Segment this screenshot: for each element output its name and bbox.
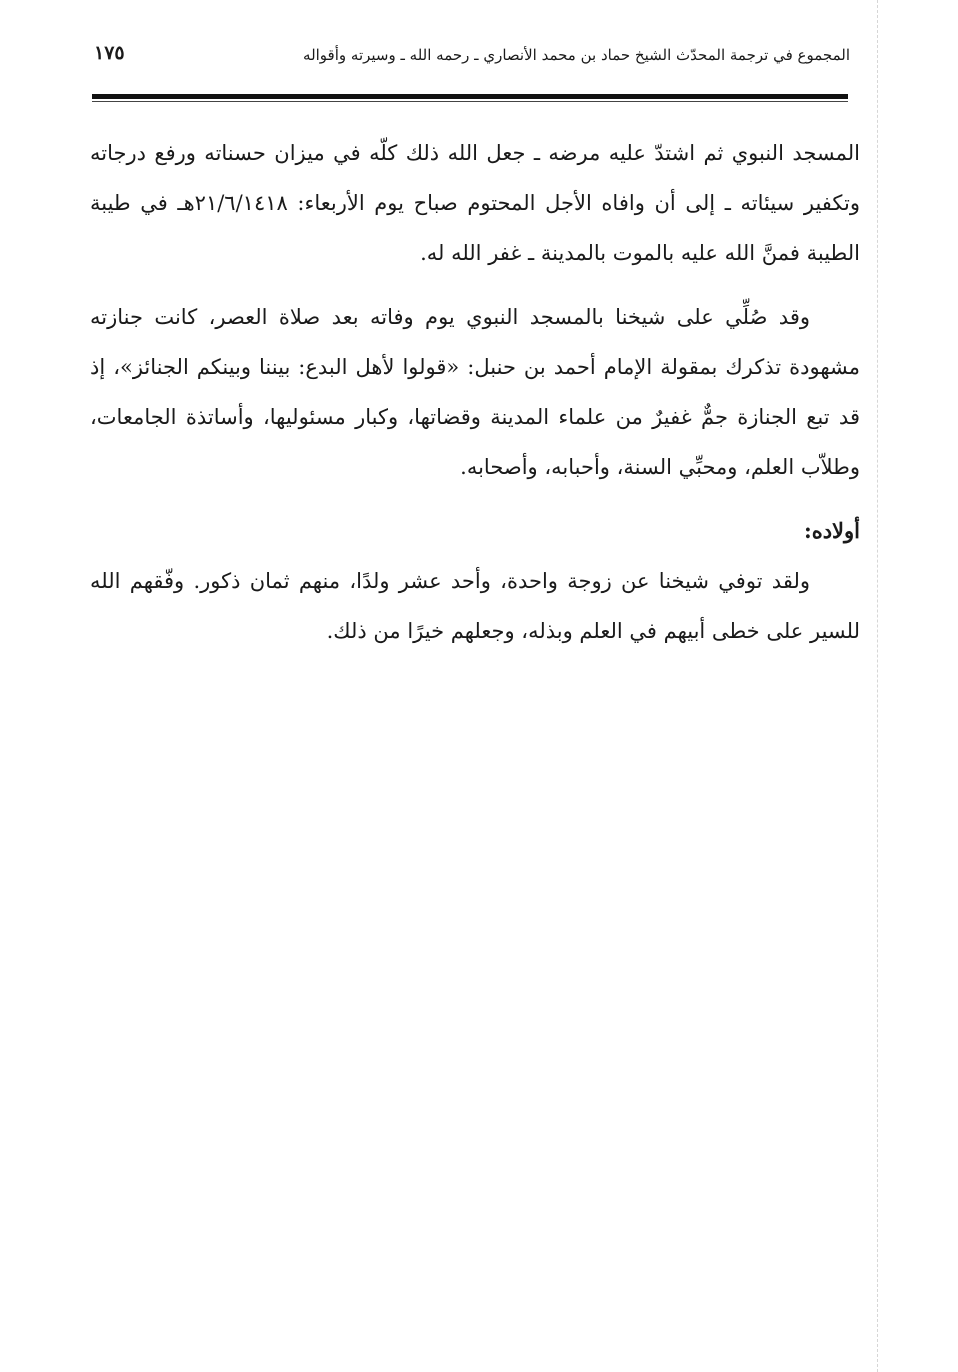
paragraph-children: ولقد توفي شيخنا عن زوجة واحدة، وأحد عشر ولدًا، منهم ثمان ذكور. وفّقهم الله للسير على خطى أبيهم في العلم وبذله، وجعلهم خيرًا من ذلك. [90, 569, 860, 643]
paragraph-death: المسجد النبوي ثم اشتدّ عليه مرضه ـ جعل الله ذلك كلّه في ميزان حسناته ورفع درجاته وتكفير سيئاته ـ إلى أن وافاه الأجل المحتوم صباح يوم الأربعاء: ٢١/٦/١٤١٨هـ في طيبة الطيبة فمنَّ الله عليه بالموت بالمدينة ـ غفر الله له. [90, 141, 861, 265]
section-heading-children: أولاده: [803, 518, 860, 543]
header-rule [92, 94, 848, 99]
paragraph-funeral: وقد صُلِّي على شيخنا بالمسجد النبوي يوم وفاته بعد صلاة العصر، كانت جنازته مشهودة تذكرك بمقولة الإمام أحمد بن حنبل: «قولوا لأهل البدع: بيننا وبينكم الجنائز»، إذ قد تبع الجنازة جمٌّ غفيرٌ من علماء المدينة وقضاتها، وكبار مسئوليها، وأساتذة الجامعات، وطلاّب العلم، ومحبِّي السنة، وأحبابه، وأصحابه. [90, 305, 860, 479]
body-text [90, 128, 860, 670]
header-title: المجموع في ترجمة المحدّث الشيخ حماد بن محمد الأنصاري ـ رحمه الله ـ وسيرته وأقواله [303, 46, 850, 64]
page-number: ١٧٥ [94, 42, 125, 64]
scan-fold-line [877, 0, 878, 1372]
running-header [90, 40, 850, 80]
header-rule-thin [92, 101, 848, 102]
